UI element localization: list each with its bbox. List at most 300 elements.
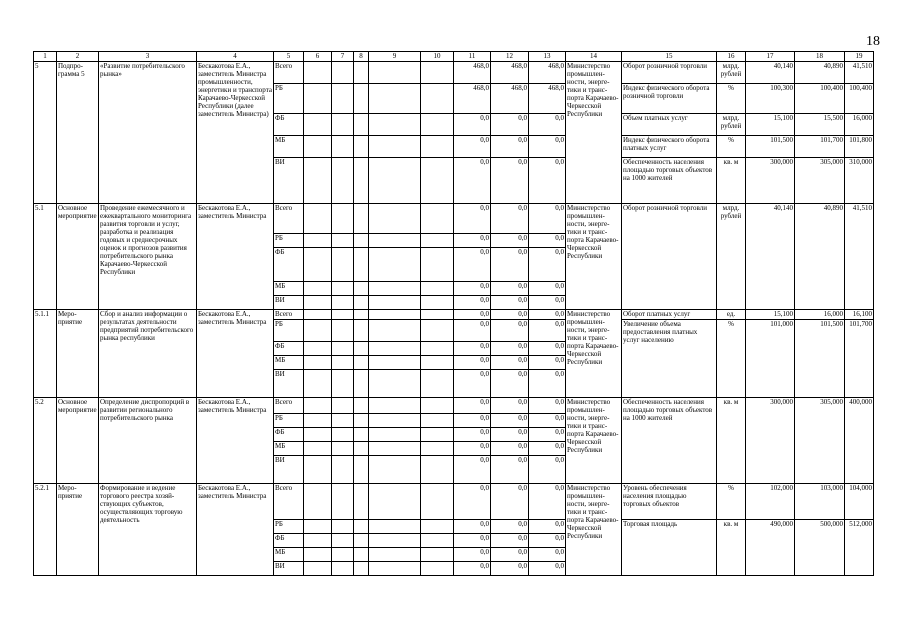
header-row [34, 52, 874, 62]
value-col-11: 0,0 [454, 136, 491, 158]
row-executor: Бескакотова Е.А., заместитель Министра [197, 310, 274, 398]
indicator-name: Обеспеченность населения площадью торговых объектов на 1000 жителей [622, 158, 717, 204]
empty-cell [332, 158, 354, 204]
empty-cell [421, 414, 454, 428]
funding-source: РБ [274, 320, 304, 342]
empty-cell [369, 428, 421, 442]
empty-cell [369, 534, 421, 548]
value-col-13: 0,0 [529, 414, 566, 428]
indicator-unit: % [717, 320, 746, 398]
indicator-value-19: 310,000 [845, 158, 874, 204]
value-col-12: 0,0 [491, 158, 529, 204]
empty-cell [421, 520, 454, 534]
empty-cell [332, 136, 354, 158]
empty-cell [304, 534, 332, 548]
value-col-13: 468,0 [529, 84, 566, 114]
indicator-value-19: 16,000 [845, 114, 874, 136]
responsible-ministry: Министерство промышленности, энергетики и транспорта Карачаево-Черкесской Республики [566, 204, 622, 310]
empty-cell [304, 296, 332, 310]
indicator-unit: кв. м [717, 520, 746, 576]
empty-cell [421, 114, 454, 136]
table-body [34, 62, 874, 576]
funding-source: РБ [274, 84, 304, 114]
funding-source: МБ [274, 442, 304, 456]
empty-cell [421, 84, 454, 114]
empty-cell [304, 398, 332, 414]
row-number: 5.2 [34, 398, 57, 484]
empty-cell [332, 442, 354, 456]
value-col-11: 0,0 [454, 234, 491, 248]
empty-cell [354, 356, 369, 370]
empty-cell [304, 428, 332, 442]
value-col-12: 0,0 [491, 356, 529, 370]
empty-cell [332, 456, 354, 484]
value-col-11: 0,0 [454, 414, 491, 428]
indicator-value-17: 101,500 [746, 136, 795, 158]
indicator-value-18: 40,890 [795, 62, 845, 84]
table-row [34, 204, 874, 234]
value-col-13: 0,0 [529, 136, 566, 158]
value-col-12: 0,0 [491, 534, 529, 548]
empty-cell [421, 548, 454, 562]
empty-cell [354, 204, 369, 234]
empty-cell [354, 342, 369, 356]
empty-cell [421, 204, 454, 234]
funding-source: ФБ [274, 428, 304, 442]
program-table [33, 51, 874, 576]
value-col-12: 0,0 [491, 114, 529, 136]
value-col-11: 0,0 [454, 398, 491, 414]
row-name: Проведение ежемесячного и ежеквартального мониторинга развития торговли и услуг, разработка и реализация годовых и среднесрочных оценок и прогнозов развития потребительского рынка Карачаево-Черкесской Республики [99, 204, 197, 310]
table-row [34, 62, 874, 84]
empty-cell [354, 428, 369, 442]
empty-cell [354, 442, 369, 456]
empty-cell [304, 548, 332, 562]
column-header-1: 1 [34, 52, 57, 62]
funding-source: ВИ [274, 158, 304, 204]
indicator-value-17: 100,300 [746, 84, 795, 114]
value-col-11: 0,0 [454, 342, 491, 356]
empty-cell [369, 320, 421, 342]
empty-cell [354, 84, 369, 114]
value-col-13: 0,0 [529, 548, 566, 562]
value-col-13: 0,0 [529, 296, 566, 310]
empty-cell [354, 370, 369, 398]
funding-source: ВИ [274, 562, 304, 576]
value-col-13: 0,0 [529, 442, 566, 456]
value-col-11: 0,0 [454, 534, 491, 548]
empty-cell [369, 136, 421, 158]
empty-cell [332, 548, 354, 562]
empty-cell [421, 342, 454, 356]
indicator-value-19: 104,000 [845, 484, 874, 520]
funding-source: МБ [274, 282, 304, 296]
indicator-value-18: 40,890 [795, 204, 845, 310]
empty-cell [304, 456, 332, 484]
empty-cell [354, 562, 369, 576]
row-number: 5 [34, 62, 57, 204]
value-col-11: 0,0 [454, 370, 491, 398]
value-col-11: 0,0 [454, 428, 491, 442]
empty-cell [354, 548, 369, 562]
value-col-11: 0,0 [454, 520, 491, 534]
empty-cell [354, 310, 369, 320]
value-col-13: 0,0 [529, 456, 566, 484]
value-col-12: 0,0 [491, 320, 529, 342]
indicator-value-19: 16,100 [845, 310, 874, 320]
row-type: Подпрограмма 5 [57, 62, 99, 204]
column-header-5: 5 [274, 52, 304, 62]
value-col-11: 0,0 [454, 114, 491, 136]
empty-cell [354, 484, 369, 520]
empty-cell [369, 356, 421, 370]
column-header-17: 17 [746, 52, 795, 62]
funding-source: ФБ [274, 342, 304, 356]
row-number: 5.1.1 [34, 310, 57, 398]
indicator-value-17: 15,100 [746, 310, 795, 320]
column-header-15: 15 [622, 52, 717, 62]
column-header-8: 8 [354, 52, 369, 62]
empty-cell [369, 282, 421, 296]
empty-cell [369, 234, 421, 248]
empty-cell [304, 234, 332, 248]
empty-cell [369, 414, 421, 428]
indicator-name: Оборот розничной торговли [622, 62, 717, 84]
empty-cell [304, 342, 332, 356]
funding-source: ФБ [274, 534, 304, 548]
empty-cell [354, 62, 369, 84]
value-col-12: 0,0 [491, 310, 529, 320]
funding-source: МБ [274, 356, 304, 370]
indicator-value-18: 16,000 [795, 310, 845, 320]
indicator-value-17: 40,140 [746, 204, 795, 310]
indicator-value-19: 41,510 [845, 62, 874, 84]
indicator-value-18: 305,000 [795, 158, 845, 204]
value-col-11: 0,0 [454, 158, 491, 204]
responsible-ministry: Министерство промышленности, энергетики и транспорта Карачаево-Черкесской Республики [566, 62, 622, 204]
empty-cell [304, 114, 332, 136]
empty-cell [369, 248, 421, 282]
value-col-11: 0,0 [454, 282, 491, 296]
indicator-value-17: 490,000 [746, 520, 795, 576]
value-col-12: 0,0 [491, 484, 529, 520]
empty-cell [332, 520, 354, 534]
empty-cell [332, 248, 354, 282]
value-col-11: 0,0 [454, 204, 491, 234]
empty-cell [354, 414, 369, 428]
empty-cell [332, 356, 354, 370]
indicator-value-17: 15,100 [746, 114, 795, 136]
table-row [34, 310, 874, 320]
empty-cell [304, 62, 332, 84]
value-col-12: 0,0 [491, 428, 529, 442]
indicator-name: Индекс физического оборота платных услуг [622, 136, 717, 158]
column-header-9: 9 [369, 52, 421, 62]
value-col-12: 468,0 [491, 84, 529, 114]
indicator-unit: % [717, 484, 746, 520]
empty-cell [332, 310, 354, 320]
empty-cell [354, 398, 369, 414]
indicator-unit: млрд. рублей [717, 62, 746, 84]
empty-cell [369, 296, 421, 310]
empty-cell [332, 114, 354, 136]
value-col-12: 0,0 [491, 342, 529, 356]
indicator-name: Обеспеченность населения площадью торговых объектов на 1000 жителей [622, 398, 717, 484]
empty-cell [369, 158, 421, 204]
column-header-3: 3 [99, 52, 197, 62]
empty-cell [332, 234, 354, 248]
empty-cell [354, 158, 369, 204]
empty-cell [421, 136, 454, 158]
column-header-12: 12 [491, 52, 529, 62]
row-name: Определение диспропорций в развитии регионального потребительского рынка [99, 398, 197, 484]
indicator-value-17: 300,000 [746, 398, 795, 484]
value-col-12: 0,0 [491, 370, 529, 398]
value-col-11: 0,0 [454, 484, 491, 520]
funding-source: РБ [274, 414, 304, 428]
column-header-19: 19 [845, 52, 874, 62]
row-executor: Бескакотова Е.А., заместитель Министра [197, 204, 274, 310]
indicator-value-19: 400,000 [845, 398, 874, 484]
empty-cell [354, 456, 369, 484]
empty-cell [354, 320, 369, 342]
empty-cell [369, 310, 421, 320]
row-type: Мероприятие [57, 310, 99, 398]
value-col-12: 0,0 [491, 204, 529, 234]
row-executor: Бескакотова Е.А., заместитель Министра промышленности, энергетики и транспорта Карачаево-Черкесской Республики (далее заместитель Министра) [197, 62, 274, 204]
indicator-unit: млрд. рублей [717, 204, 746, 310]
empty-cell [369, 370, 421, 398]
empty-cell [354, 136, 369, 158]
indicator-value-18: 15,500 [795, 114, 845, 136]
empty-cell [421, 534, 454, 548]
column-header-2: 2 [57, 52, 99, 62]
value-col-13: 0,0 [529, 320, 566, 342]
row-name: «Развитие потребительского рынка» [99, 62, 197, 204]
empty-cell [332, 534, 354, 548]
empty-cell [332, 282, 354, 296]
empty-cell [421, 562, 454, 576]
value-col-11: 0,0 [454, 248, 491, 282]
funding-source: ВИ [274, 370, 304, 398]
value-col-13: 0,0 [529, 370, 566, 398]
indicator-value-19: 512,000 [845, 520, 874, 576]
column-header-16: 16 [717, 52, 746, 62]
empty-cell [369, 62, 421, 84]
row-type: Мероприятие [57, 484, 99, 576]
empty-cell [332, 84, 354, 114]
column-header-13: 13 [529, 52, 566, 62]
empty-cell [304, 442, 332, 456]
value-col-12: 0,0 [491, 456, 529, 484]
funding-source: Всего [274, 204, 304, 234]
column-header-7: 7 [332, 52, 354, 62]
value-col-11: 0,0 [454, 356, 491, 370]
empty-cell [304, 136, 332, 158]
value-col-11: 0,0 [454, 296, 491, 310]
row-name: Формирование и ведение торгового реестра хозяйствующих субъектов, осуществляющих торговую деятельность [99, 484, 197, 576]
row-number: 5.1 [34, 204, 57, 310]
empty-cell [304, 562, 332, 576]
empty-cell [354, 520, 369, 534]
empty-cell [354, 234, 369, 248]
value-col-13: 0,0 [529, 248, 566, 282]
empty-cell [304, 248, 332, 282]
indicator-value-18: 305,000 [795, 398, 845, 484]
empty-cell [332, 398, 354, 414]
empty-cell [332, 428, 354, 442]
value-col-12: 0,0 [491, 562, 529, 576]
empty-cell [304, 484, 332, 520]
empty-cell [369, 84, 421, 114]
value-col-11: 0,0 [454, 442, 491, 456]
empty-cell [354, 282, 369, 296]
empty-cell [421, 158, 454, 204]
funding-source: ВИ [274, 296, 304, 310]
indicator-unit: млрд. рублей [717, 114, 746, 136]
value-col-13: 0,0 [529, 282, 566, 296]
empty-cell [421, 370, 454, 398]
indicator-unit: ед. [717, 310, 746, 320]
row-name: Сбор и анализ информации о результатах деятельности предприятий потребительского рынка республики [99, 310, 197, 398]
empty-cell [421, 442, 454, 456]
indicator-name: Оборот розничной торговли [622, 204, 717, 310]
empty-cell [421, 356, 454, 370]
empty-cell [369, 520, 421, 534]
empty-cell [421, 456, 454, 484]
page-number: 18 [866, 34, 880, 49]
column-header-4: 4 [197, 52, 274, 62]
value-col-13: 0,0 [529, 534, 566, 548]
empty-cell [304, 204, 332, 234]
row-executor: Бескакотова Е.А., заместитель Министра [197, 398, 274, 484]
row-number: 5.2.1 [34, 484, 57, 576]
empty-cell [369, 204, 421, 234]
empty-cell [332, 562, 354, 576]
indicator-value-17: 101,000 [746, 320, 795, 398]
funding-source: МБ [274, 136, 304, 158]
funding-source: Всего [274, 398, 304, 414]
indicator-unit: % [717, 136, 746, 158]
value-col-13: 0,0 [529, 562, 566, 576]
value-col-13: 0,0 [529, 428, 566, 442]
value-col-12: 0,0 [491, 520, 529, 534]
empty-cell [354, 296, 369, 310]
value-col-12: 468,0 [491, 62, 529, 84]
empty-cell [332, 62, 354, 84]
empty-cell [421, 62, 454, 84]
empty-cell [421, 296, 454, 310]
indicator-name: Торговая площадь [622, 520, 717, 576]
responsible-ministry: Министерство промышленности, энергетики и транспорта Карачаево-Черкесской Республики [566, 310, 622, 398]
column-header-10: 10 [421, 52, 454, 62]
indicator-unit: % [717, 84, 746, 114]
value-col-12: 0,0 [491, 248, 529, 282]
value-col-11: 0,0 [454, 548, 491, 562]
empty-cell [304, 356, 332, 370]
value-col-13: 0,0 [529, 114, 566, 136]
empty-cell [332, 370, 354, 398]
value-col-12: 0,0 [491, 442, 529, 456]
empty-cell [304, 520, 332, 534]
indicator-name: Оборот платных услуг [622, 310, 717, 320]
indicator-value-18: 101,700 [795, 136, 845, 158]
row-type: Основное мероприятие [57, 398, 99, 484]
value-col-13: 0,0 [529, 204, 566, 234]
funding-source: ВИ [274, 456, 304, 484]
empty-cell [421, 320, 454, 342]
value-col-13: 0,0 [529, 398, 566, 414]
value-col-12: 0,0 [491, 414, 529, 428]
empty-cell [369, 114, 421, 136]
indicator-name: Индекс физического оборота розничной торговли [622, 84, 717, 114]
value-col-13: 0,0 [529, 520, 566, 534]
column-header-14: 14 [566, 52, 622, 62]
empty-cell [421, 398, 454, 414]
empty-cell [421, 234, 454, 248]
value-col-11: 0,0 [454, 310, 491, 320]
value-col-12: 0,0 [491, 282, 529, 296]
empty-cell [304, 414, 332, 428]
value-col-11: 0,0 [454, 562, 491, 576]
indicator-value-19: 41,510 [845, 204, 874, 310]
row-executor: Бескакотова Е.А., заместитель Министра [197, 484, 274, 576]
empty-cell [369, 548, 421, 562]
funding-source: Всего [274, 62, 304, 84]
indicator-value-18: 100,400 [795, 84, 845, 114]
funding-source: РБ [274, 234, 304, 248]
empty-cell [354, 534, 369, 548]
empty-cell [304, 282, 332, 296]
value-col-11: 0,0 [454, 456, 491, 484]
value-col-12: 0,0 [491, 548, 529, 562]
empty-cell [354, 114, 369, 136]
funding-source: РБ [274, 520, 304, 534]
value-col-12: 0,0 [491, 136, 529, 158]
empty-cell [369, 456, 421, 484]
value-col-11: 0,0 [454, 320, 491, 342]
value-col-13: 0,0 [529, 158, 566, 204]
indicator-value-17: 300,000 [746, 158, 795, 204]
value-col-13: 0,0 [529, 342, 566, 356]
indicator-value-18: 500,000 [795, 520, 845, 576]
empty-cell [304, 370, 332, 398]
column-header-18: 18 [795, 52, 845, 62]
indicator-unit: кв. м [717, 398, 746, 484]
empty-cell [421, 310, 454, 320]
value-col-13: 0,0 [529, 310, 566, 320]
empty-cell [421, 428, 454, 442]
responsible-ministry: Министерство промышленности, энергетики и транспорта Карачаево-Черкесской Республики [566, 398, 622, 484]
empty-cell [332, 484, 354, 520]
value-col-12: 0,0 [491, 398, 529, 414]
indicator-unit: кв. м [717, 158, 746, 204]
table-row [34, 484, 874, 520]
indicator-value-19: 101,700 [845, 320, 874, 398]
indicator-value-19: 101,800 [845, 136, 874, 158]
funding-source: Всего [274, 310, 304, 320]
empty-cell [369, 484, 421, 520]
empty-cell [304, 158, 332, 204]
empty-cell [332, 296, 354, 310]
indicator-name: Увеличение объема предоставления платных услуг населению [622, 320, 717, 398]
indicator-value-17: 102,000 [746, 484, 795, 520]
value-col-13: 0,0 [529, 356, 566, 370]
indicator-name: Уровень обеспечения населения площадью торговых объектов [622, 484, 717, 520]
empty-cell [421, 248, 454, 282]
empty-cell [304, 310, 332, 320]
indicator-name: Объем платных услуг [622, 114, 717, 136]
